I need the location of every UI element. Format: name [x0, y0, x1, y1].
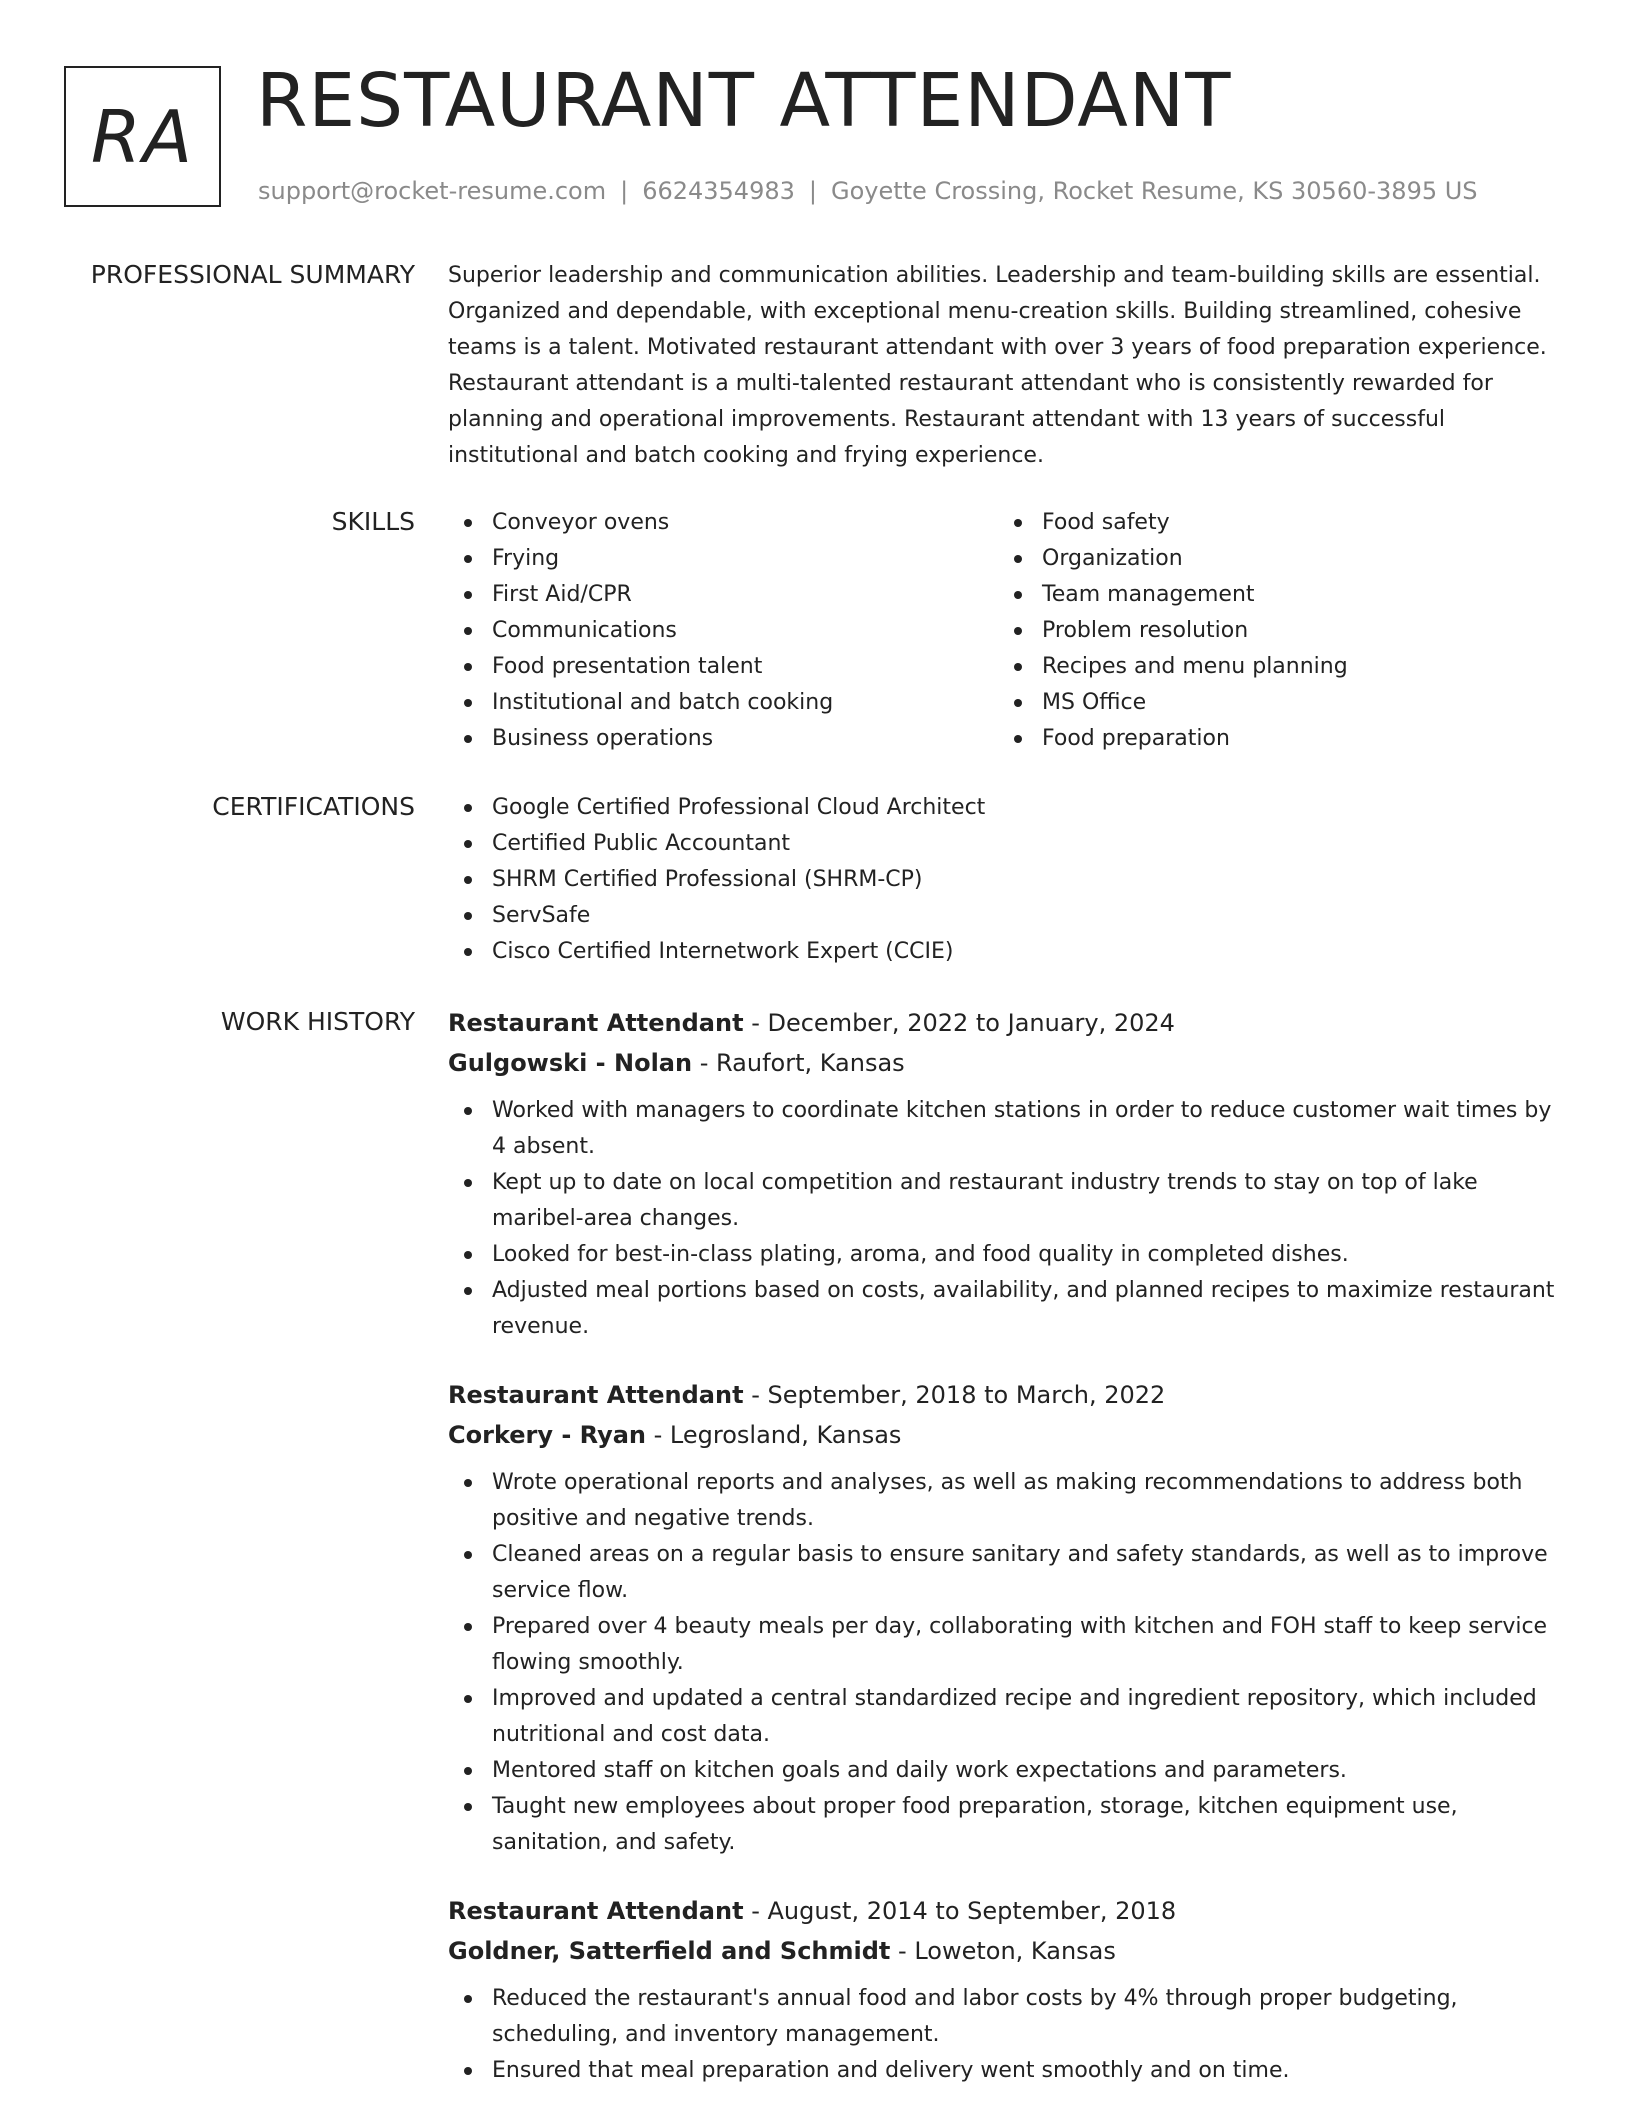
- job-duty-item: Improved and updated a central standardized recipe and ingredient repository, which included nutritional and cost data.: [448, 1681, 1572, 1753]
- job-company: Goldner, Satterfield and Schmidt: [448, 1937, 891, 1965]
- contact-separator: |: [808, 177, 817, 205]
- skill-item: Communications: [448, 613, 998, 649]
- summary-body: [448, 258, 1572, 474]
- job-duty-item: Ensured that meal preparation and delivery went smoothly and on time.: [448, 2053, 1572, 2089]
- contact-line: [258, 174, 1478, 208]
- skill-item: Team management: [998, 577, 1548, 613]
- job-duty-item: Reduced the restaurant's annual food and labor costs by 4% through proper budgeting, scheduling, and inventory management.: [448, 1981, 1572, 2053]
- job-entry: [448, 1003, 1572, 1345]
- job-duty-item: Taught new employees about proper food preparation, storage, kitchen equipment use, sanitation, and safety.: [448, 1789, 1572, 1861]
- skill-item: First Aid/CPR: [448, 577, 998, 613]
- certification-item: Google Certified Professional Cloud Architect: [448, 790, 1572, 826]
- skill-item: Frying: [448, 541, 998, 577]
- skills-column-right: [998, 505, 1548, 757]
- summary-heading: PROFESSIONAL SUMMARY: [90, 260, 415, 289]
- job-location: - Legrosland, Kansas: [646, 1421, 902, 1449]
- work-history-heading: WORK HISTORY: [220, 1007, 415, 1036]
- job-dates: - December, 2022 to January, 2024: [743, 1009, 1175, 1037]
- job-duty-item: Looked for best-in-class plating, aroma, and food quality in completed dishes.: [448, 1237, 1572, 1273]
- job-title: Restaurant Attendant: [448, 1897, 744, 1925]
- job-company-line: [448, 1415, 1572, 1455]
- job-dates: - September, 2018 to March, 2022: [743, 1381, 1166, 1409]
- certification-item: ServSafe: [448, 898, 1572, 934]
- job-duty-item: Mentored staff on kitchen goals and daily work expectations and parameters.: [448, 1753, 1572, 1789]
- job-title-line: [448, 1375, 1572, 1415]
- contact-email: support@rocket-resume.com: [258, 177, 607, 205]
- job-duty-item: Adjusted meal portions based on costs, availability, and planned recipes to maximize restaurant revenue.: [448, 1273, 1572, 1345]
- skills-body: [448, 505, 1572, 757]
- certification-item: Cisco Certified Internetwork Expert (CCIE): [448, 934, 1572, 970]
- job-company: Corkery - Ryan: [448, 1421, 647, 1449]
- job-company: Gulgowski - Nolan: [448, 1049, 693, 1077]
- job-duty-item: Prepared over 4 beauty meals per day, collaborating with kitchen and FOH staff to keep service flowing smoothly.: [448, 1609, 1572, 1681]
- job-duties-list: [448, 1981, 1572, 2089]
- job-title: Restaurant Attendant: [448, 1381, 744, 1409]
- contact-separator: |: [620, 177, 629, 205]
- skill-item: Institutional and batch cooking: [448, 685, 998, 721]
- job-title: Restaurant Attendant: [448, 1009, 744, 1037]
- skills-list-left: [448, 505, 998, 757]
- skills-column-left: [448, 505, 998, 757]
- skill-item: Business operations: [448, 721, 998, 757]
- job-duty-item: Worked with managers to coordinate kitchen stations in order to reduce customer wait times by 4 absent.: [448, 1093, 1572, 1165]
- skill-item: Food safety: [998, 505, 1548, 541]
- certifications-heading: CERTIFICATIONS: [212, 792, 415, 821]
- job-duty-item: Kept up to date on local competition and restaurant industry trends to stay on top of lake maribel-area changes.: [448, 1165, 1572, 1237]
- job-company-line: [448, 1931, 1572, 1971]
- skill-item: Food presentation talent: [448, 649, 998, 685]
- skill-item: Conveyor ovens: [448, 505, 998, 541]
- job-location: - Raufort, Kansas: [692, 1049, 905, 1077]
- job-duty-item: Wrote operational reports and analyses, as well as making recommendations to address both positive and negative trends.: [448, 1465, 1572, 1537]
- job-duties-list: [448, 1465, 1572, 1861]
- contact-address: Goyette Crossing, Rocket Resume, KS 30560-3895 US: [830, 177, 1478, 205]
- monogram-box: [64, 66, 221, 207]
- job-title-line: [448, 1891, 1572, 1931]
- job-entry: [448, 1891, 1572, 2089]
- monogram-initials: RA: [90, 94, 195, 179]
- skill-item: Food preparation: [998, 721, 1548, 757]
- contact-phone: 6624354983: [642, 177, 795, 205]
- job-duty-item: Cleaned areas on a regular basis to ensure sanitary and safety standards, as well as to improve service flow.: [448, 1537, 1572, 1609]
- resume-title: RESTAURANT ATTENDANT: [256, 58, 1232, 144]
- skill-item: Organization: [998, 541, 1548, 577]
- skill-item: Recipes and menu planning: [998, 649, 1548, 685]
- job-entry: [448, 1375, 1572, 1861]
- job-dates: - August, 2014 to September, 2018: [743, 1897, 1177, 1925]
- job-duties-list: [448, 1093, 1572, 1345]
- certification-item: SHRM Certified Professional (SHRM-CP): [448, 862, 1572, 898]
- job-location: - Loweton, Kansas: [890, 1937, 1116, 1965]
- job-company-line: [448, 1043, 1572, 1083]
- summary-text: Superior leadership and communication abilities. Leadership and team-building skills are essential. Organized and dependable, with exceptional menu-creation skills. Building streamlined, cohesive teams is a talent. Motivated restaurant attendant with over 3 years of food preparation experience. Restaurant attendant is a multi-talented restaurant attendant who is consistently rewarded for planning and operational improvements. Restaurant attendant with 13 years of successful institutional and batch cooking and frying experience.: [448, 263, 1547, 468]
- skill-item: Problem resolution: [998, 613, 1548, 649]
- certification-item: Certified Public Accountant: [448, 826, 1572, 862]
- job-title-line: [448, 1003, 1572, 1043]
- skills-heading: SKILLS: [331, 507, 415, 536]
- skill-item: MS Office: [998, 685, 1548, 721]
- skills-list-right: [998, 505, 1548, 757]
- work-history-body: [448, 1003, 1572, 2119]
- certifications-body: [448, 790, 1572, 970]
- certifications-list: [448, 790, 1572, 970]
